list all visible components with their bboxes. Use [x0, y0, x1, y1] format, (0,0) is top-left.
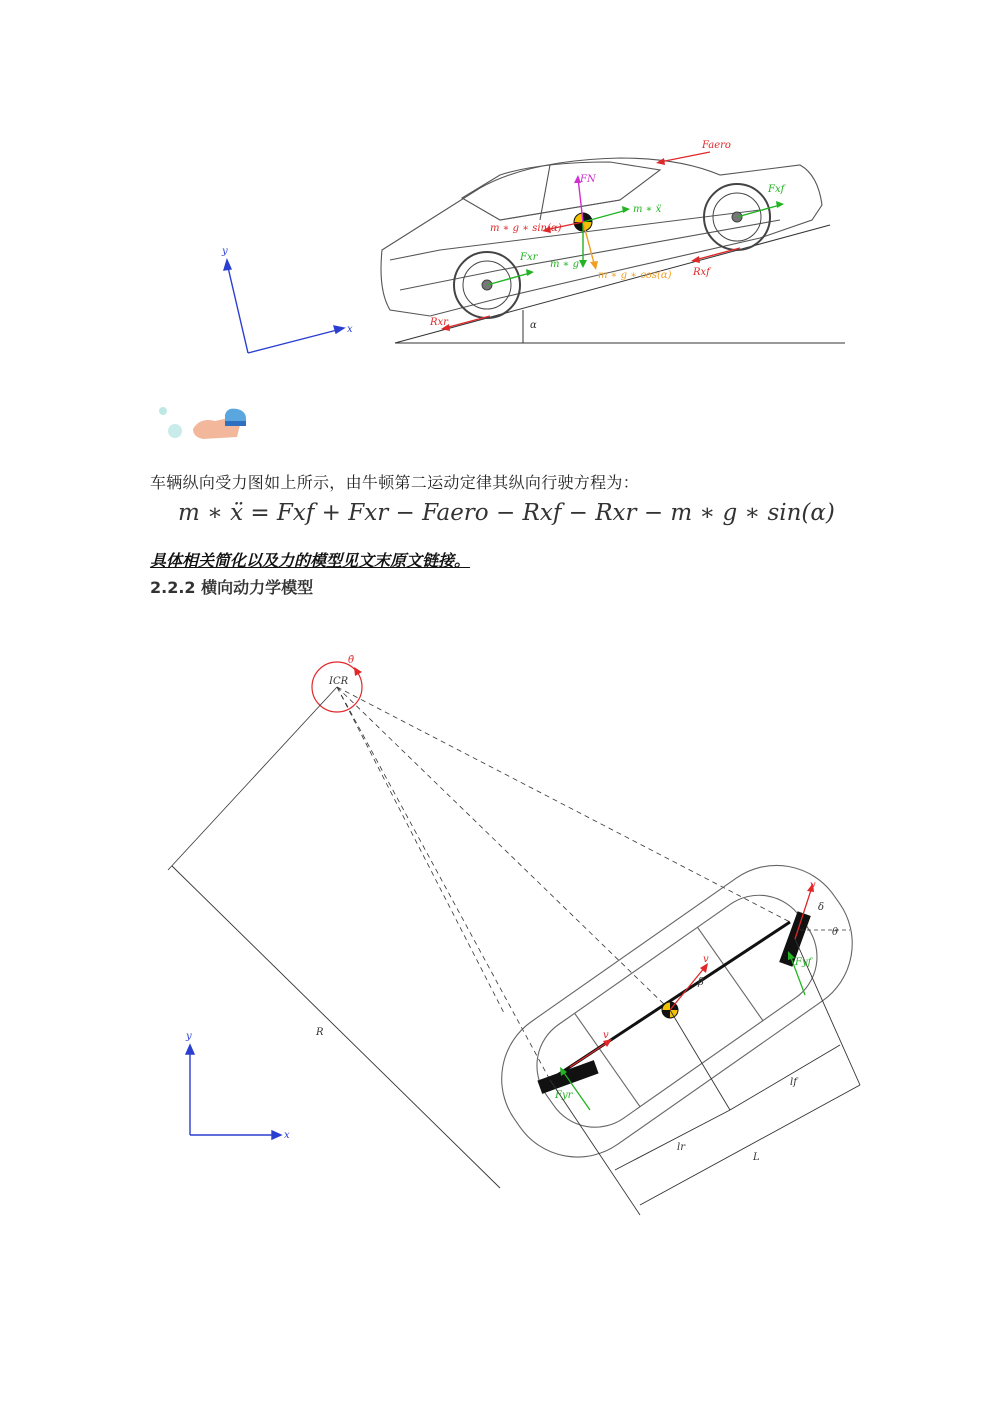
source-link-note[interactable]: 具体相关简化以及力的模型见文末原文链接。 [150, 551, 471, 570]
fig1-axis-x: x [347, 324, 353, 335]
lateral-dynamics-diagram [150, 640, 880, 1230]
fig1-axis-y: y [222, 246, 228, 257]
force-arrows [441, 152, 784, 331]
label-l: L [753, 1152, 760, 1163]
label-v-rear: v [603, 1030, 609, 1041]
label-lf: lf [790, 1077, 797, 1088]
label-v-cg: v [703, 954, 709, 965]
label-rxr: Rxr [430, 317, 448, 328]
label-v-front: v [810, 880, 816, 891]
label-mg: m ∗ g [550, 259, 580, 270]
label-r: R [316, 1027, 324, 1038]
radius-leader [168, 687, 337, 870]
label-icr: ICR [329, 676, 349, 687]
label-theta: θ [832, 927, 839, 938]
longitudinal-force-diagram [200, 120, 850, 360]
label-fxf: Fxf [768, 184, 785, 195]
car-side-outline [381, 158, 822, 316]
label-fn: FN [580, 174, 596, 185]
section-heading: 2.2.2 横向动力学模型 [150, 578, 314, 597]
slope-line [395, 225, 830, 343]
fig2-axis-y: y [186, 1031, 192, 1042]
dimension-lines [550, 939, 860, 1215]
fig1-axes [224, 260, 344, 353]
label-fxr: Fxr [520, 252, 538, 263]
longitudinal-equation: m ∗ ẍ = Fxf + Fxr − Faero − Rxf − Rxr − m ∗ g ∗ sin(α) [178, 500, 835, 526]
label-mgsin: m ∗ g ∗ sin(α) [490, 223, 562, 234]
label-rxf: Rxf [693, 267, 710, 278]
decorative-hand-icon [155, 403, 250, 443]
fig2-axis-x: x [284, 1130, 290, 1141]
label-beta: β [698, 977, 704, 988]
radius-dimension [172, 866, 500, 1188]
caption-text: 车辆纵向受力图如上所示，由牛顿第二运动定律其纵向行驶方程为： [150, 473, 640, 492]
label-mx: m ∗ ẍ [633, 204, 662, 215]
label-lr: lr [677, 1142, 685, 1153]
label-delta: δ [818, 902, 825, 913]
rear-wheel-block [537, 1060, 598, 1094]
label-thetadot: θ̇ [348, 655, 355, 666]
alpha-label: α [530, 320, 537, 331]
fig2-axes [186, 1045, 281, 1139]
label-mgcos: m ∗ g ∗ cos(α) [598, 270, 672, 281]
label-fyf: Fyf [795, 957, 812, 968]
icr-rotation-icon [354, 667, 362, 676]
label-faero: Faero [702, 140, 731, 151]
label-fyr: Fyr [555, 1090, 573, 1101]
